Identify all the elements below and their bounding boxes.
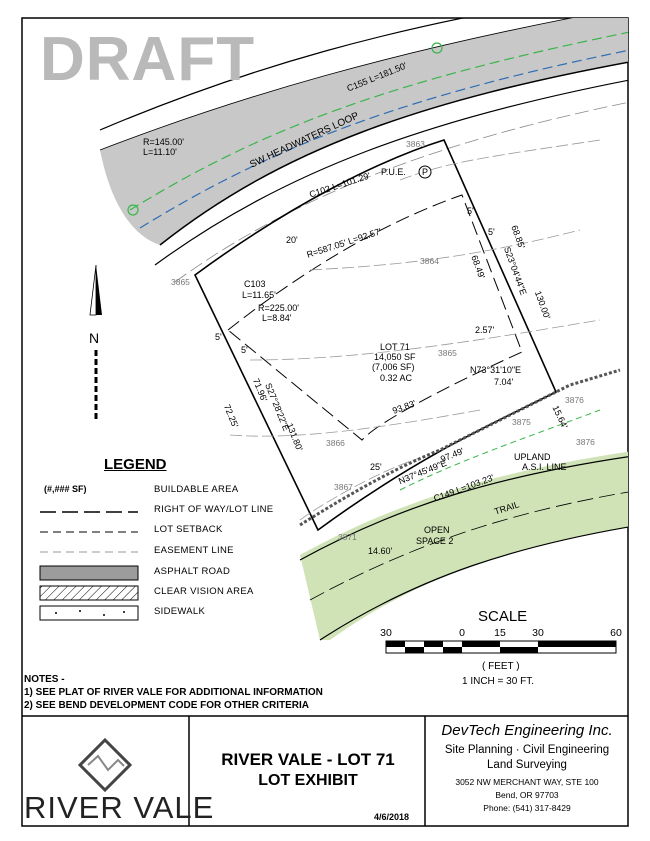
north-label: N xyxy=(89,330,100,346)
scale-ratio: 1 INCH = 30 FT. xyxy=(462,676,534,687)
legend-sample-text: (#,### SF) xyxy=(44,484,87,494)
curve-c104-length: L=8.84' xyxy=(262,313,292,323)
scale-unit: ( FEET ) xyxy=(482,661,520,672)
setback-5-label: 5' xyxy=(241,345,248,355)
asi-line-label: A.S.I. LINE xyxy=(522,462,567,472)
curve-c155-label: C155 L=181.50' xyxy=(345,60,409,94)
scale-bar xyxy=(386,641,616,653)
setback-5-label: 5' xyxy=(467,206,474,216)
legend-item xyxy=(40,606,340,622)
legend-item xyxy=(40,586,340,602)
legend-item xyxy=(40,566,340,582)
lot-acres: 0.32 AC xyxy=(380,373,413,383)
scale-title: SCALE xyxy=(478,608,528,625)
dim-93-83: 93.83' xyxy=(391,398,418,416)
bearing-n37: N37°45'49"E xyxy=(396,457,449,487)
dim-68-49: 68.49' xyxy=(469,253,487,281)
bearing-right: S23°04'44"E xyxy=(501,245,529,297)
contour-label: 3865 xyxy=(171,277,190,287)
street-label: SW HEADWATERS LOOP xyxy=(248,110,361,171)
notes xyxy=(24,673,323,712)
firm-address: 3052 NW MERCHANT WAY, STE 100 xyxy=(455,777,599,787)
legend-label: ASPHALT ROAD xyxy=(154,566,231,577)
scale-tick: 0 xyxy=(459,627,465,639)
open-space-2 xyxy=(300,450,640,640)
contour-label: 3863 xyxy=(406,139,425,149)
project-title: RIVER VALE - LOT 71 xyxy=(221,750,395,769)
lot-name: LOT 71 xyxy=(380,342,410,352)
dim-71-96: 71.96' xyxy=(250,376,270,404)
firm-city: Bend, OR 97703 xyxy=(495,790,559,800)
upland-label: UPLAND xyxy=(514,452,551,462)
dim-130: 130.00' xyxy=(532,289,553,321)
dim-25: 25' xyxy=(370,462,382,472)
bearing-left: S27°28'22"E xyxy=(263,381,292,433)
curve-c102-label: C102 L=101.29' xyxy=(308,170,372,200)
dim-2-57: 2.57' xyxy=(475,325,495,335)
contour-label: 3867 xyxy=(334,482,353,492)
scale-tick: 30 xyxy=(532,627,544,639)
lot-area: 14,050 SF xyxy=(374,352,416,362)
open-space-label-2: SPACE 2 xyxy=(416,536,454,546)
curve-r587-label: R=587.05' L=92.57' xyxy=(305,226,383,260)
pue-marker-label: P xyxy=(422,167,429,177)
legend-label: CLEAR VISION AREA xyxy=(154,586,254,597)
project-subtitle: LOT EXHIBIT xyxy=(258,772,358,789)
bearing-ne: N73°31'10"E xyxy=(470,365,522,375)
title-block xyxy=(22,716,628,826)
open-space-label: OPEN xyxy=(424,525,450,535)
contour-label: 3865 xyxy=(438,348,457,358)
legend-label: EASEMENT LINE xyxy=(154,545,234,556)
dim-72-25: 72.25' xyxy=(221,402,241,430)
legend-title: LEGEND xyxy=(104,456,167,473)
notes-title: NOTES - xyxy=(24,674,65,685)
trail-label: TRAIL xyxy=(493,499,521,517)
setback-20-label: 20' xyxy=(286,235,298,245)
setback-5-label: 5' xyxy=(488,227,495,237)
dim-7-04: 7.04' xyxy=(494,377,514,387)
dim-131-80: 131.80' xyxy=(284,421,305,453)
scale-tick: 60 xyxy=(610,627,622,639)
scale-tick: 15 xyxy=(494,627,506,639)
dim-15-64: 15.64' xyxy=(550,403,570,431)
dim-97-49: 97.49' xyxy=(439,445,466,465)
contour-label: 3871 xyxy=(338,532,357,542)
curve-c103-label: C103 xyxy=(244,279,266,289)
curve-c104-radius: R=225.00' xyxy=(258,303,300,313)
firm-phone: Phone: (541) 317-8429 xyxy=(483,803,571,813)
note-line: 2) SEE BEND DEVELOPMENT CODE FOR OTHER CRITERIA xyxy=(24,700,310,711)
contour-label: 3876 xyxy=(576,437,595,447)
legend-item xyxy=(40,545,340,561)
legend-item xyxy=(40,504,340,520)
curve-c149-label: C149 L=103.23' xyxy=(432,472,496,504)
legend-label: LOT SETBACK xyxy=(154,524,223,535)
street-radius-label: R=145.00' xyxy=(143,137,185,147)
brand-name: RIVER VALE xyxy=(24,790,215,825)
setback-5-label: 5' xyxy=(215,332,222,342)
contour-label: 3866 xyxy=(326,438,345,448)
contour-label: 3875 xyxy=(512,417,531,427)
dim-68-85: 68.85' xyxy=(509,223,527,251)
firm-services: Site Planning · Civil Engineering xyxy=(444,744,610,756)
legend-label: SIDEWALK xyxy=(154,606,206,617)
note-line: 1) SEE PLAT OF RIVER VALE FOR ADDITIONAL INFORMATION xyxy=(24,687,323,698)
firm-services-2: Land Surveying xyxy=(487,759,567,771)
drawing-date: 4/6/2018 xyxy=(374,812,410,822)
draft-watermark: DRAFT xyxy=(40,25,256,94)
firm-name: DevTech Engineering Inc. xyxy=(441,722,613,739)
dim-14-60: 14.60' xyxy=(368,546,393,556)
curve-c103-length: L=11.65' xyxy=(242,290,276,300)
legend-label: RIGHT OF WAY/LOT LINE xyxy=(154,504,274,515)
pue-label: P.U.E. xyxy=(381,167,406,177)
street-length-label: L=11.10' xyxy=(143,147,177,157)
lot-buildable-area: (7,006 SF) xyxy=(372,362,415,372)
contour-label: 3864 xyxy=(420,256,439,266)
contour-label: 3876 xyxy=(565,395,584,405)
legend-label: BUILDABLE AREA xyxy=(154,484,239,495)
legend-item xyxy=(40,484,340,500)
scale-tick: 30 xyxy=(380,627,392,639)
legend-item xyxy=(40,524,340,540)
